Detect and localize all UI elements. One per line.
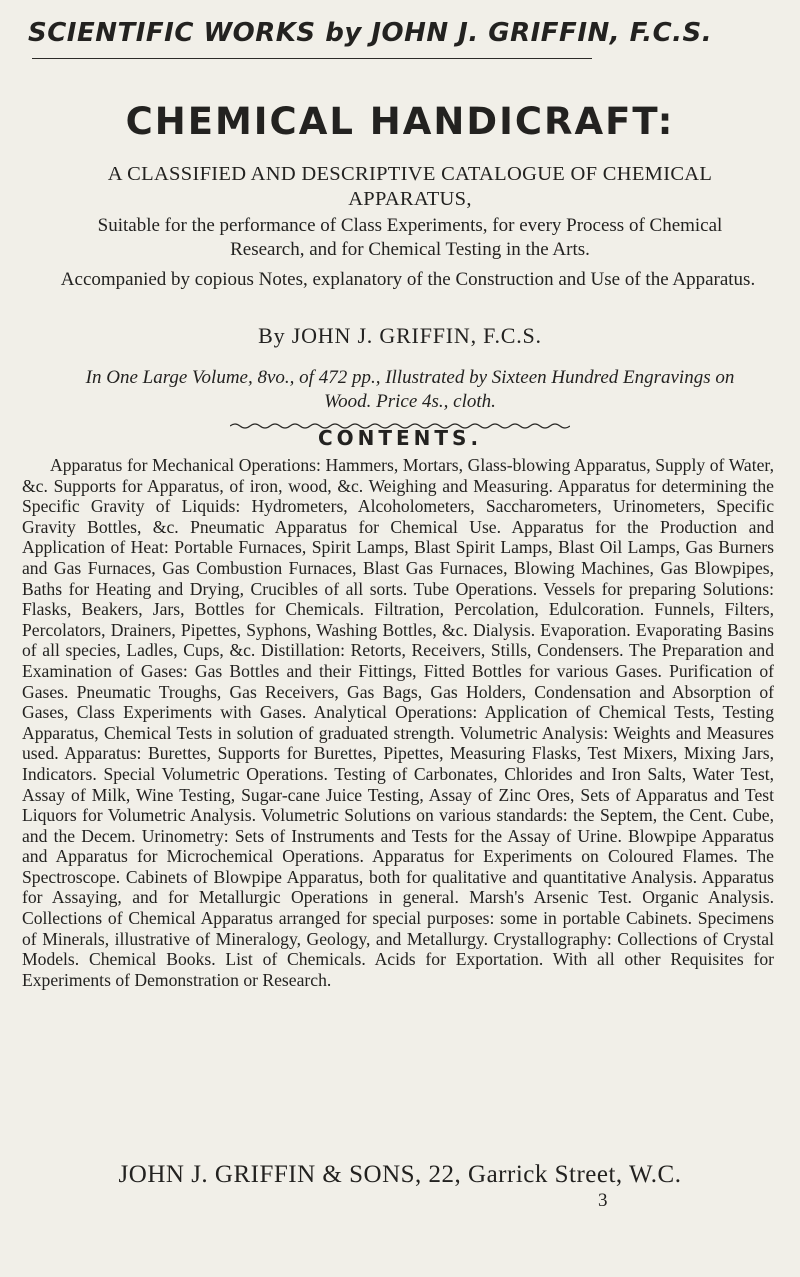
author-line: By JOHN J. GRIFFIN, F.C.S. [258,323,542,348]
publisher-imprint: JOHN J. GRIFFIN & SONS, 22, Garrick Street, W.C. [118,1161,682,1188]
volume-info: In One Large Volume, 8vo., of 472 pp., Illustrated by Sixteen Hundred Engravings on Wood. Price 4s., cloth. [85,367,735,412]
contents-body: Apparatus for Mechanical Operations: Hammers, Mortars, Glass-blowing Apparatus, Supply of Water, &c. Supports for Apparatus, of iron, wood, &c. Weighing and Measuring. Apparatus for determining the Specific Gravity of Liquids: Hydrometers, Alcoholometers, Saccharometers, Urinometers, Specific Gravity Bottles, &c. Pneumatic Apparatus for Chemical Use. Apparatus for the Production and Application of Heat: Portable Furnaces, Spirit Lamps, Blast Spirit Lamps, Blast Oil Lamps, Gas Burners and Gas Furnaces, Gas Combustion Furnaces, Blast Gas Furnaces, Blowing Machines, Gas Blowpipes, Baths for Heating and Drying, Crucibles of all sorts. Tube Operations. Vessels for preparing Solutions: Flasks, Beakers, Jars, Bottles for Chemicals. Filtration, Percolation, Edulcoration. Funnels, Filters, Percolators, Drainers, Pipettes, Syphons, Washing Bottles, &c. Dialysis. Evaporation. Evaporating Basins of all species, Ladles, Cups, &c. Distillation: Retorts, Receivers, Stills, Condensers. The Preparation and Examination of Gases: Gas Bottles and their Fittings, Fitted Bottles for various Gases. Purification of Gases. Pneumatic Troughs, Gas Receivers, Gas Bags, Gas Holders, Condensation and Absorption of Gases, Class Experiments with Gases. Analytical Operations: Application of Chemical Tests, Testing Apparatus, Chemical Tests in solution of graduated strength. Volumetric Analysis: Weights and Measures used. Apparatus: Burettes, Supports for Burettes, Pipettes, Measuring Flasks, Test Mixers, Mixing Jars, Indicators. Special Volumetric Operations. Testing of Carbonates, Chlorides and Iron Salts, Water Test, Assay of Milk, Wine Testing, Sugar-cane Juice Testing, Assay of Zinc Ores, Sets of Apparatus and Test Liquors for Volumetric Analysis. Volumetric Solutions on various standards: the Septem, the Cent. Cube, and the Decem. Urinometry: Sets of Instruments and Tests for the Assay of Urine. Blowpipe Apparatus and Apparatus for Microchemical Operations. Apparatus for Experiments on Coloured Flames. The Spectroscope. Cabinets of Blowpipe Apparatus, both for qualitative and quantitative Analysis. Apparatus for Assaying, and for Metallurgic Operations in general. Marsh's Arsenic Test. Organic Analysis. Collections of Chemical Apparatus arranged for special purposes: some in portable Cabinets. Specimens of Minerals, illustrative of Mineralogy, Geology, and Metallurgy. Crystallography: Collections of Crystal Models. Chemical Books. List of Chemicals. Acids for Exportation. With all other Requisites for Experiments of Demonstration or Research. [22,455,774,990]
book-subtitle: A CLASSIFIED AND DESCRIPTIVE CATALOGUE OF CHEMICAL APPARATUS, [107,163,713,210]
running-head: SCIENTIFIC WORKS by JOHN J. GRIFFIN, F.C.S. [28,18,713,48]
book-notes: Accompanied by copious Notes, explanatory of the Construction and Use of the Apparatus. [60,269,756,290]
page-number: 3 [598,1190,608,1211]
header-rule-divider [32,58,592,59]
book-description: Suitable for the performance of Class Experiments, for every Process of Chemical Research, and for Chemical Testing in the Arts. [97,215,723,260]
book-title: CHEMICAL HANDICRAFT: [125,100,675,143]
contents-heading: CONTENTS. [317,426,483,450]
